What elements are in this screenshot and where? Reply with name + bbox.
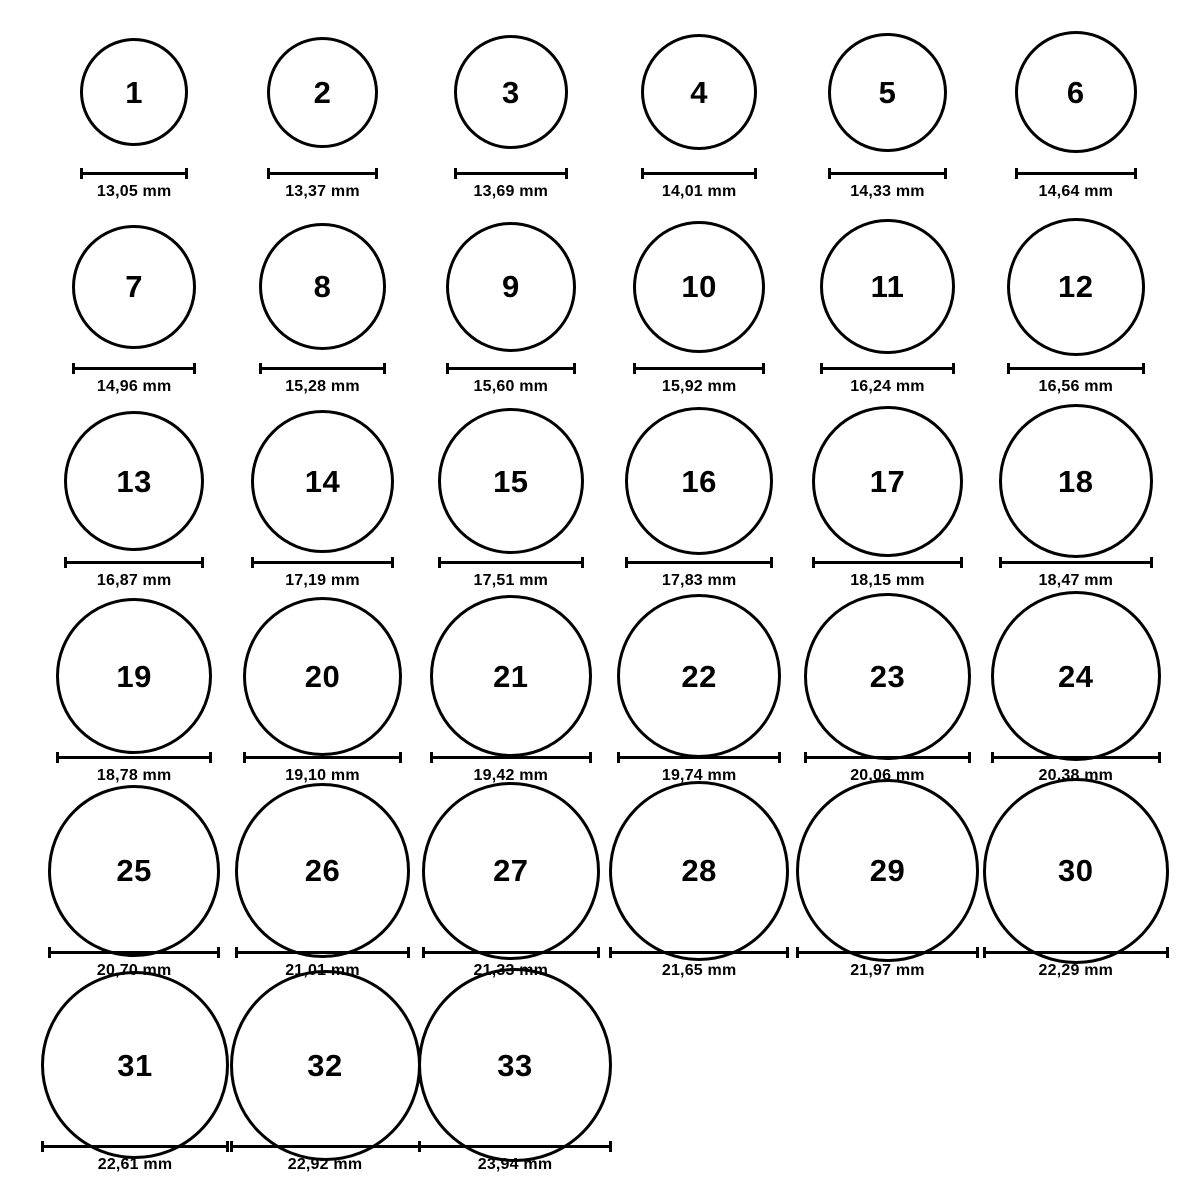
ring-circle (80, 38, 188, 146)
diameter-label: 21,65 mm (661, 961, 737, 979)
measure-bar-line (804, 756, 971, 759)
ring-circle (804, 593, 971, 760)
ring-size-number: 10 (681, 269, 717, 305)
measure-bar-icon (812, 557, 963, 568)
measure-bar-icon (641, 168, 757, 179)
ring-size-number: 27 (493, 853, 529, 889)
size-row (40, 995, 1170, 1190)
measure-bar-line (41, 1145, 229, 1148)
diameter-label: 21,97 mm (850, 961, 925, 979)
measure-bar-icon (56, 752, 212, 763)
ring-size-number: 14 (304, 463, 341, 499)
measure-bar-icon (230, 1141, 421, 1152)
diameter-label: 21,33 mm (473, 961, 549, 979)
measure-bar-icon (267, 168, 378, 179)
ring-size-number: 3 (501, 74, 520, 110)
measure-bar-icon (438, 557, 584, 568)
measure-bar-icon (625, 557, 773, 568)
diameter-label: 15,28 mm (285, 377, 360, 395)
diameter-label: 17,51 mm (473, 572, 549, 590)
diameter-label: 14,64 mm (1038, 183, 1114, 200)
measure-bar-icon (243, 752, 402, 763)
ring-size-cell[interactable] (228, 217, 416, 396)
ring-size-cell[interactable] (605, 217, 793, 396)
measure-bar-line (999, 561, 1153, 564)
ring-circle (259, 223, 386, 350)
ring-circle-wrap (820, 217, 955, 357)
ring-size-number: 7 (125, 269, 144, 305)
ring-size-number: 9 (501, 269, 520, 305)
diameter-measure (72, 363, 196, 396)
measure-bar-icon (633, 363, 765, 374)
ring-size-number: 19 (116, 658, 152, 694)
measure-bar-line (633, 367, 765, 370)
ring-circle-wrap (812, 411, 963, 551)
diameter-label: 17,19 mm (285, 572, 360, 590)
diameter-label: 15,92 mm (661, 377, 737, 395)
diameter-measure (812, 557, 963, 590)
measure-bar-icon (251, 557, 394, 568)
ring-size-cell[interactable] (40, 22, 228, 201)
measure-bar-line (259, 367, 386, 370)
ring-circle (812, 406, 963, 557)
measure-bar-icon (1015, 168, 1137, 179)
ring-circle-wrap (259, 217, 386, 357)
ring-size-cell[interactable] (982, 217, 1170, 396)
ring-circle (999, 404, 1153, 558)
ring-circle-wrap (633, 217, 765, 357)
diameter-label: 20,70 mm (96, 961, 172, 979)
measure-bar-line (438, 561, 584, 564)
size-row (40, 606, 1170, 801)
ring-circle-wrap (1007, 217, 1145, 357)
measure-bar-icon (259, 363, 386, 374)
measure-bar-line (609, 951, 789, 954)
ring-size-cell[interactable] (793, 22, 981, 201)
diameter-measure (251, 557, 394, 590)
ring-circle-wrap (454, 22, 568, 162)
measure-bar-line (617, 756, 781, 759)
ring-size-cell[interactable] (40, 217, 228, 396)
ring-circle-wrap (267, 22, 378, 162)
measure-bar-icon (430, 752, 592, 763)
measure-bar-icon (609, 947, 789, 958)
measure-bar-line (64, 561, 204, 564)
ring-circle-wrap (430, 606, 592, 746)
measure-bar-line (56, 756, 212, 759)
measure-bar-icon (80, 168, 188, 179)
ring-size-number: 23 (869, 658, 906, 694)
measure-bar-line (641, 172, 757, 175)
diameter-label: 22,92 mm (287, 1156, 363, 1174)
diameter-measure (230, 1141, 421, 1174)
ring-circle-wrap (641, 22, 757, 162)
diameter-label: 18,15 mm (850, 572, 925, 590)
ring-circle (446, 222, 576, 352)
diameter-label: 16,87 mm (96, 572, 172, 590)
measure-bar-icon (454, 168, 568, 179)
ring-circle (56, 598, 212, 754)
ring-size-cell[interactable] (40, 411, 228, 590)
ring-size-number: 29 (869, 853, 906, 889)
ring-size-cell[interactable] (605, 22, 793, 201)
ring-size-cell[interactable] (228, 411, 416, 590)
measure-bar-line (72, 367, 196, 370)
diameter-measure (80, 168, 188, 201)
measure-bar-line (267, 172, 378, 175)
measure-bar-icon (422, 947, 600, 958)
measure-bar-line (454, 172, 568, 175)
ring-size-cell[interactable] (417, 22, 605, 201)
ring-size-number: 31 (117, 1047, 153, 1083)
ring-circle-wrap (446, 217, 576, 357)
diameter-label: 18,47 mm (1038, 572, 1114, 590)
size-row (40, 22, 1170, 217)
measure-bar-line (230, 1145, 421, 1148)
measure-bar-line (796, 951, 979, 954)
diameter-label: 14,01 mm (661, 183, 737, 200)
diameter-label: 13,69 mm (473, 183, 549, 200)
ring-size-cell[interactable] (417, 217, 605, 396)
ring-circle (243, 597, 402, 756)
ring-circle-wrap (72, 217, 196, 357)
ring-circle-wrap (41, 995, 229, 1135)
diameter-measure (625, 557, 773, 590)
ring-size-number: 25 (116, 853, 152, 889)
diameter-label: 14,33 mm (850, 183, 925, 200)
diameter-measure (438, 557, 584, 590)
ring-size-number: 6 (1066, 74, 1085, 110)
ring-size-number: 5 (878, 74, 897, 110)
ring-circle (1015, 31, 1137, 153)
measure-bar-line (1015, 172, 1137, 175)
ring-circle-wrap (418, 995, 612, 1135)
ring-size-number: 17 (869, 463, 906, 499)
ring-circle-wrap (617, 606, 781, 746)
diameter-measure (796, 947, 979, 980)
ring-circle (828, 33, 947, 152)
measure-bar-line (446, 367, 576, 370)
ring-circle (454, 35, 568, 149)
measure-bar-line (625, 561, 773, 564)
measure-bar-line (418, 1145, 612, 1148)
ring-circle-wrap (64, 411, 204, 551)
ring-circle-wrap (80, 22, 188, 162)
ring-circle (230, 970, 421, 1161)
ring-size-cell[interactable] (228, 22, 416, 201)
ring-circle-wrap (991, 606, 1161, 746)
ring-size-number: 26 (304, 853, 341, 889)
measure-bar-icon (72, 363, 196, 374)
ring-size-number: 30 (1058, 853, 1094, 889)
ring-circle (48, 785, 220, 957)
ring-size-cell[interactable] (420, 995, 610, 1174)
diameter-label: 22,29 mm (1038, 961, 1114, 979)
ring-circle-wrap (1015, 22, 1137, 162)
ring-circle-wrap (438, 411, 584, 551)
measure-bar-icon (235, 947, 410, 958)
measure-bar-icon (418, 1141, 612, 1152)
diameter-label: 13,05 mm (96, 183, 172, 200)
diameter-measure (243, 752, 402, 785)
ring-size-number: 13 (116, 463, 152, 499)
measure-bar-icon (820, 363, 955, 374)
ring-circle-wrap (56, 606, 212, 746)
measure-bar-line (430, 756, 592, 759)
ring-size-number: 22 (681, 658, 717, 694)
ring-circle (438, 408, 584, 554)
diameter-measure (641, 168, 757, 201)
diameter-measure (41, 1141, 229, 1174)
ring-size-cell[interactable] (793, 801, 981, 980)
ring-circle-wrap (625, 411, 773, 551)
ring-size-cell[interactable] (793, 411, 981, 590)
ring-size-cell[interactable] (793, 217, 981, 396)
ring-size-number: 16 (681, 463, 717, 499)
ring-circle-wrap (796, 801, 979, 941)
ring-circle (41, 971, 229, 1159)
ring-size-number: 32 (307, 1047, 343, 1083)
ring-size-number: 8 (313, 269, 332, 305)
ring-size-cell[interactable] (793, 606, 981, 785)
ring-circle-wrap (828, 22, 947, 162)
ring-circle (641, 34, 757, 150)
ring-circle (418, 968, 612, 1162)
ring-size-cell[interactable] (982, 606, 1170, 785)
diameter-measure (430, 752, 592, 785)
diameter-measure (64, 557, 204, 590)
ring-size-cell[interactable] (40, 995, 230, 1174)
diameter-label: 23,94 mm (477, 1156, 553, 1174)
ring-size-number: 4 (690, 74, 709, 110)
ring-circle (609, 781, 789, 961)
measure-bar-icon (41, 1141, 229, 1152)
ring-size-cell[interactable] (417, 411, 605, 590)
measure-bar-line (243, 756, 402, 759)
diameter-measure (1015, 168, 1137, 201)
diameter-measure (983, 947, 1169, 980)
diameter-label: 21,01 mm (285, 961, 360, 979)
measure-bar-line (1007, 367, 1145, 370)
measure-bar-icon (828, 168, 947, 179)
ring-size-number: 33 (497, 1047, 533, 1083)
measure-bar-line (80, 172, 188, 175)
ring-circle-wrap (983, 801, 1169, 941)
measure-bar-icon (804, 752, 971, 763)
measure-bar-icon (1007, 363, 1145, 374)
measure-bar-line (983, 951, 1169, 954)
ring-circle-wrap (422, 801, 600, 941)
ring-size-cell[interactable] (228, 606, 416, 785)
diameter-measure (999, 557, 1153, 590)
ring-circle (267, 37, 378, 148)
ring-size-number: 15 (493, 463, 529, 499)
ring-circle-wrap (48, 801, 220, 941)
ring-circle (633, 221, 765, 353)
diameter-label: 16,24 mm (850, 377, 925, 395)
ring-size-cell[interactable] (417, 606, 605, 785)
ring-circle-wrap (804, 606, 971, 746)
ring-circle-wrap (243, 606, 402, 746)
ring-size-number: 18 (1058, 463, 1094, 499)
ring-circle (617, 594, 781, 758)
size-row (40, 801, 1170, 996)
ring-size-cell[interactable] (417, 801, 605, 980)
ring-size-number: 12 (1058, 269, 1094, 305)
ring-size-cell[interactable] (40, 801, 228, 980)
ring-circle (983, 778, 1169, 964)
diameter-label: 18,78 mm (96, 767, 172, 785)
diameter-measure (446, 363, 576, 396)
diameter-label: 13,37 mm (285, 183, 360, 200)
ring-size-cell[interactable] (982, 411, 1170, 590)
ring-size-number: 28 (681, 853, 717, 889)
diameter-label: 16,56 mm (1038, 377, 1114, 395)
ring-circle-wrap (999, 411, 1153, 551)
ring-size-number: 11 (870, 269, 905, 305)
diameter-measure (454, 168, 568, 201)
measure-bar-icon (796, 947, 979, 958)
ring-circle (1007, 218, 1145, 356)
diameter-label: 19,10 mm (285, 767, 360, 785)
diameter-label: 14,96 mm (96, 377, 172, 395)
diameter-measure (1007, 363, 1145, 396)
ring-circle (625, 407, 773, 555)
measure-bar-icon (64, 557, 204, 568)
measure-bar-line (812, 561, 963, 564)
measure-bar-icon (446, 363, 576, 374)
ring-size-cell[interactable] (228, 801, 416, 980)
ring-circle (235, 783, 410, 958)
measure-bar-line (235, 951, 410, 954)
measure-bar-icon (991, 752, 1161, 763)
measure-bar-line (251, 561, 394, 564)
diameter-measure (633, 363, 765, 396)
diameter-measure (820, 363, 955, 396)
diameter-label: 15,60 mm (473, 377, 549, 395)
diameter-measure (56, 752, 212, 785)
diameter-measure (418, 1141, 612, 1174)
ring-circle (64, 411, 204, 551)
measure-bar-icon (983, 947, 1169, 958)
ring-circle-wrap (230, 995, 421, 1135)
ring-size-cell[interactable] (230, 995, 420, 1174)
diameter-measure (259, 363, 386, 396)
ring-circle (796, 779, 979, 962)
measure-bar-icon (999, 557, 1153, 568)
diameter-label: 17,83 mm (661, 572, 737, 590)
ring-size-number: 24 (1058, 658, 1094, 694)
ring-circle (422, 782, 600, 960)
ring-circle (820, 219, 955, 354)
ring-size-cell[interactable] (40, 606, 228, 785)
ring-size-cell[interactable] (982, 22, 1170, 201)
ring-size-number: 20 (304, 658, 341, 694)
ring-circle-wrap (235, 801, 410, 941)
diameter-label: 20,06 mm (850, 767, 925, 785)
ring-circle-wrap (609, 801, 789, 941)
diameter-label: 20,38 mm (1038, 767, 1114, 785)
measure-bar-line (991, 756, 1161, 759)
measure-bar-line (422, 951, 600, 954)
diameter-measure (828, 168, 947, 201)
diameter-measure (609, 947, 789, 980)
ring-size-cell[interactable] (982, 801, 1170, 980)
diameter-label: 19,74 mm (661, 767, 737, 785)
measure-bar-line (48, 951, 220, 954)
measure-bar-line (820, 367, 955, 370)
ring-circle (251, 410, 394, 553)
ring-size-cell[interactable] (605, 801, 793, 980)
ring-size-cell[interactable] (605, 606, 793, 785)
measure-bar-line (828, 172, 947, 175)
ring-circle (430, 595, 592, 757)
ring-size-number: 21 (493, 658, 529, 694)
size-row (40, 411, 1170, 606)
ring-circle (72, 225, 196, 349)
ring-size-number: 1 (125, 74, 144, 110)
diameter-measure (267, 168, 378, 201)
diameter-label: 19,42 mm (473, 767, 549, 785)
measure-bar-icon (617, 752, 781, 763)
ring-size-cell[interactable] (605, 411, 793, 590)
ring-circle (991, 591, 1161, 761)
measure-bar-icon (48, 947, 220, 958)
size-row (40, 217, 1170, 412)
ring-circle-wrap (251, 411, 394, 551)
diameter-label: 22,61 mm (97, 1156, 173, 1174)
ring-size-number: 2 (313, 74, 332, 110)
